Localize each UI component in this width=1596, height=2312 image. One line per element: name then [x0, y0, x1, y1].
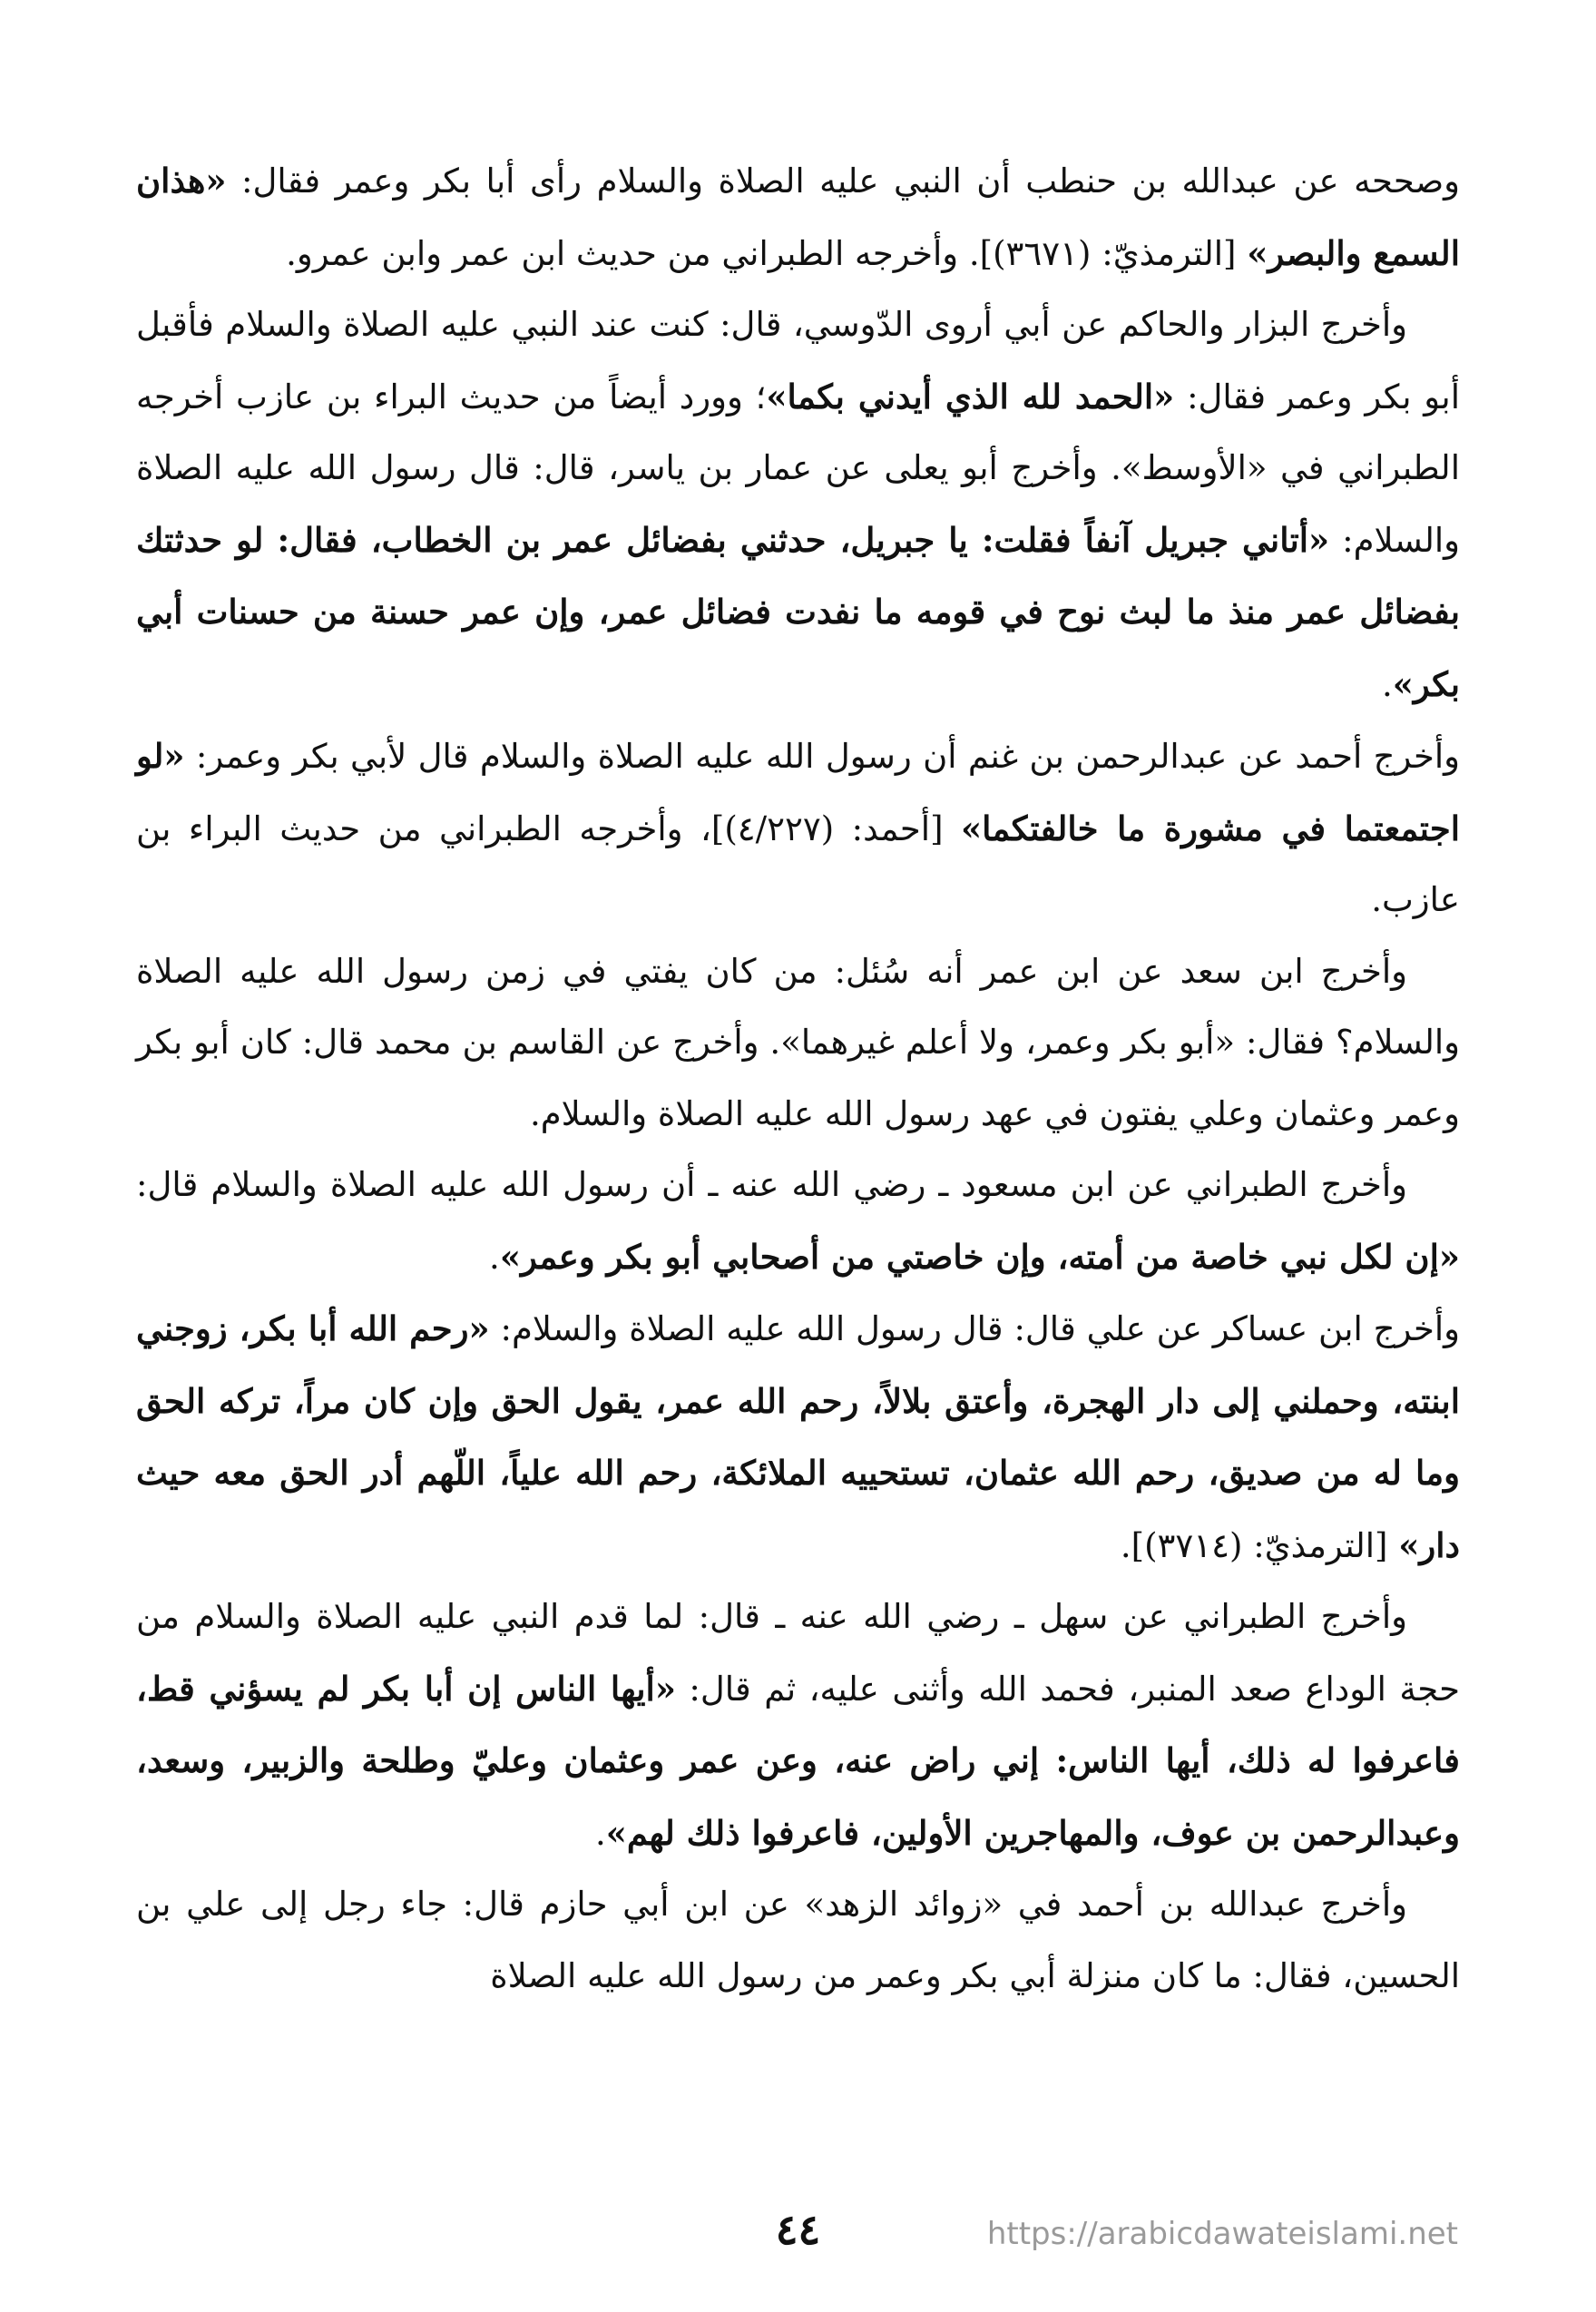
body-text — [136, 145, 1460, 2012]
quote-bold-text: «رحم الله أبا بكر، زوجني ابنته، وحملني إلى دار الهجرة، وأعتق بلالاً، رحم الله عمر، يقول الحق وإن كان مراً، تركه الحق وما له من صديق، رحم الله عثمان، تستحييه الملائكة، رحم الله علياً، اللّهم أدر الحق معه حيث دار» — [136, 1308, 1460, 1565]
paragraph — [136, 1869, 1460, 2012]
text-segment: وأخرج الطبراني عن ابن مسعود ـ رضي الله عنه ـ أن رسول الله عليه الصلاة والسلام قال: — [136, 1165, 1407, 1204]
text-segment: وأخرج البزار والحاكم عن أبي أروى الدّوسي، قال: كنت عند النبي عليه الصلاة والسلام فأقبل أبو بكر وعمر فقال: — [136, 305, 1460, 416]
paragraph — [136, 936, 1460, 1151]
quote-bold-text: «أتاني جبريل آنفاً فقلت: يا جبريل، حدثني بفضائل عمر بن الخطاب، فقال: لو حدثتك بفضائل عمر منذ ما لبث نوح في قومه ما نفدت فضائل عمر، وإن عمر حسنة من حسنات أبي بكر» — [136, 519, 1460, 704]
text-segment: ؛ وورد أيضاً من حديث البراء بن عازب أخرجه الطبراني في «الأوسط». وأخرج أبو يعلى عن عمار بن ياسر، قال: قال رسول الله عليه الصلاة والسلام: — [136, 377, 1461, 560]
quote-bold-text: «لو اجتمعتما في مشورة ما خالفتكما» — [136, 736, 1460, 848]
quote-bold-text: «الحمد لله الذي أيدني بكما» — [766, 376, 1175, 416]
text-segment: وأخرج الطبراني عن سهل ـ رضي الله عنه ـ قال: لما قدم النبي عليه الصلاة والسلام من حجة الوداع صعد المنبر، فحمد الله وأثنى عليه، ثم قال: — [136, 1597, 1461, 1709]
text-segment: [الترمذيّ: (٣٧١٤)]. — [1120, 1525, 1399, 1565]
paragraph — [136, 1293, 1460, 1582]
paragraph — [136, 289, 1460, 720]
text-segment: . — [1381, 664, 1393, 704]
source-watermark: https://arabicdawateislami.net — [986, 2216, 1458, 2252]
paragraph — [136, 1582, 1460, 1869]
page-number: ٤٤ — [775, 2205, 821, 2254]
quote-bold-text: «أيها الناس إن أبا بكر لم يسؤني قط، فاعرفوا له ذلك، أيها الناس: إني راض عنه، وعن عمر وعثمان وعليّ وطلحة والزبير، وسعد، وعبدالرحمن بن عوف، والمهاجرين الأولين، فاعرفوا ذلك لهم» — [136, 1668, 1460, 1853]
text-segment: [أحمد: (٤/٢٢٧)]، وأخرجه الطبراني من حديث البراء بن عازب. — [136, 808, 1460, 919]
text-segment: وأخرج أحمد عن عبدالرحمن بن غنم أن رسول الله عليه الصلاة والسلام قال لأبي بكر وعمر: — [184, 737, 1460, 776]
quote-bold-text: «هذان السمع والبصر» — [136, 161, 1460, 273]
text-segment: . — [489, 1237, 500, 1277]
paragraph — [136, 1150, 1460, 1293]
paragraph — [136, 720, 1460, 936]
text-segment: [الترمذيّ: (٣٦٧١)]. وأخرجه الطبراني من حديث ابن عمر وابن عمرو. — [286, 233, 1248, 273]
text-segment: وأخرج عبدالله بن أحمد في «زوائد الزهد» عن ابن أبي حازم قال: جاء رجل إلى علي بن الحسين، فقال: ما كان منزلة أبي بكر وعمر من رسول الله عليه الصلاة — [136, 1885, 1460, 1995]
paragraph — [136, 145, 1460, 289]
text-segment: وصححه عن عبدالله بن حنطب أن النبي عليه الصلاة والسلام رأى أبا بكر وعمر فقال: — [226, 162, 1460, 201]
quote-bold-text: «إن لكل نبي خاصة من أمته، وإن خاصتي من أصحابي أبو بكر وعمر» — [499, 1236, 1460, 1277]
text-segment: وأخرج ابن عساكر عن علي قال: قال رسول الله عليه الصلاة والسلام: — [489, 1309, 1460, 1348]
text-segment: وأخرج ابن سعد عن ابن عمر أنه سُئل: من كان يفتي في زمن رسول الله عليه الصلاة والسلام؟ فقال: «أبو بكر وعمر، ولا أعلم غيرهما». وأخرج عن القاسم بن محمد قال: كان أبو بكر وعمر وعثمان وعلي يفتون في عهد رسول الله عليه الصلاة والسلام. — [136, 951, 1460, 1133]
text-segment: . — [594, 1813, 606, 1853]
